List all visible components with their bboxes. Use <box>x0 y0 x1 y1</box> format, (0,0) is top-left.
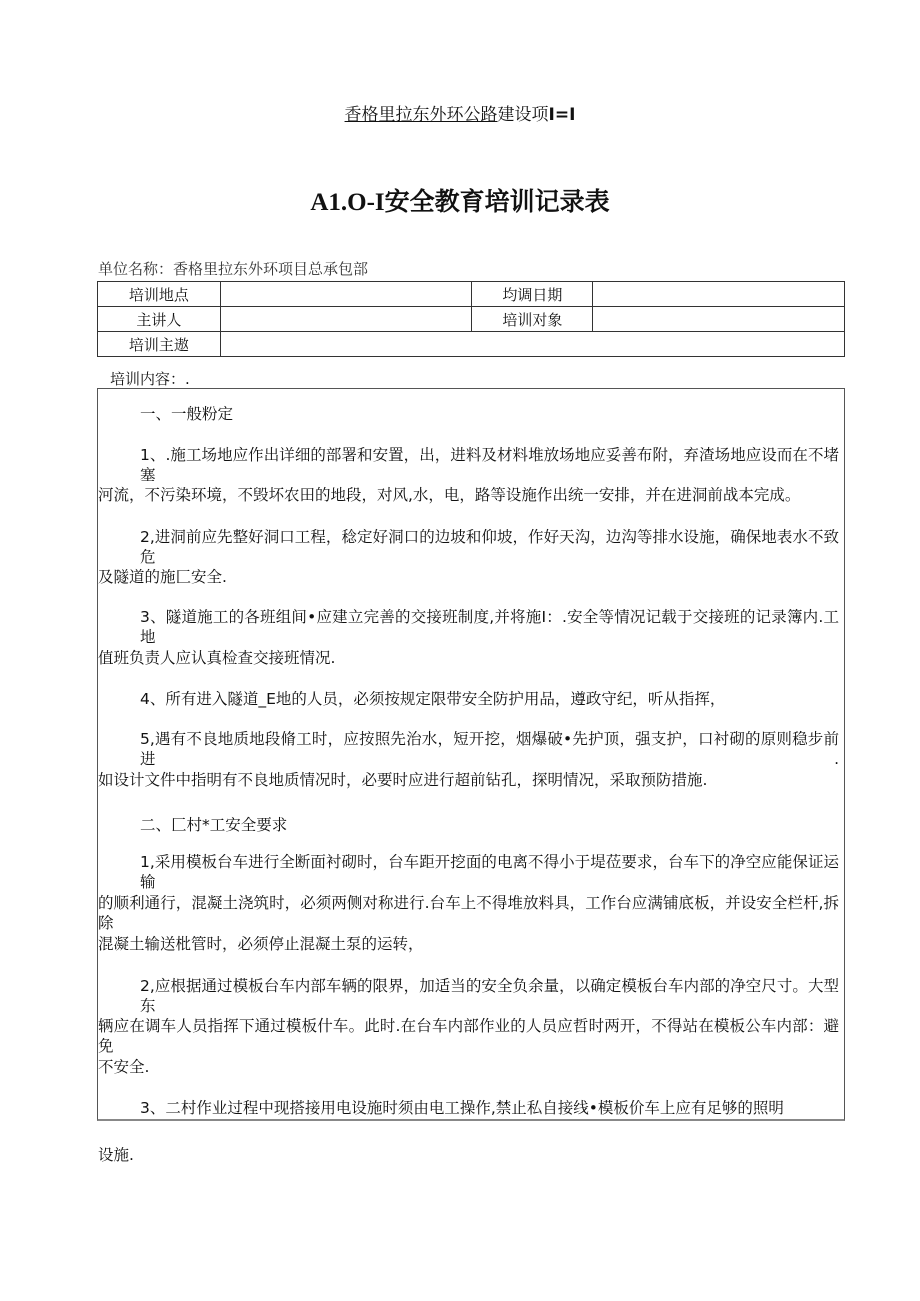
project-name-rest: 建设项 <box>497 105 549 125</box>
info-table <box>97 281 845 357</box>
content-line: 辆应在调车人员指挥下通过模板什车。此时.在台车内部作业的人员应哲时两开，不得站在模板公车内部：避免 <box>98 1017 839 1055</box>
speaker-field[interactable] <box>220 307 472 332</box>
content-line: 1、.施工场地应作出详细的部署和安置，出，进料及材料堆放场地应妥善布附，弃渣场地应设而在不堵塞 <box>140 446 839 484</box>
section-heading: 一、一般粉定 <box>140 405 234 423</box>
content-line: 2,进洞前应先整好洞口工程，稔定好洞口的边坡和仰坡，作好天沟，边沟等排水设施，确保地表水不致危 <box>140 528 839 566</box>
unit-name: 单位名称：香格里拉东外环项目总承包部 <box>98 260 369 278</box>
label-date: 均调日期 <box>472 282 593 307</box>
table-row <box>98 332 845 357</box>
label-location: 培训地点 <box>98 282 221 307</box>
content-line: 3、二村作业过程中现搭接用电设施时须由电工操作,禁止私自接线•模板价车上应有足够的照明 <box>140 1099 784 1117</box>
topic-field[interactable] <box>220 332 844 357</box>
content-line: 1,采用模板台车进行全断面衬砌时，台车距开挖面的电离不得小于堤莅要求，台车下的净空应能保证运输 <box>140 853 839 891</box>
content-label: 培训内容：. <box>110 370 190 388</box>
project-name-underlined: 香格里拉东外环公路 <box>344 105 498 125</box>
form-code: A1.O-I <box>310 189 385 216</box>
content-line: 4、所有进入隧道_E地的人员，必须按规定限带安全防护用品，遵政守纪，听从指挥， <box>140 690 726 708</box>
label-topic: 培训主遨 <box>98 332 221 357</box>
title-text: 安全教育培训记录表 <box>384 187 610 216</box>
section-heading: 二、匚村*工安全要求 <box>140 816 288 834</box>
content-line: 混凝土输送枇管时，必须停止混凝土泵的运转， <box>98 935 424 953</box>
location-field[interactable] <box>220 282 472 307</box>
content-tail: 设施. <box>98 1146 134 1164</box>
date-field[interactable] <box>593 282 845 307</box>
content-line: 3、隧道施工的各班组间•应建立完善的交接班制度,并将施I：.安全等情况记载于交接班的记录簿内.工地 <box>140 608 839 646</box>
project-name <box>0 100 920 125</box>
content-line: 及隧道的施匚安全. <box>98 568 227 586</box>
content-line: 值班负责人应认真检查交接班情况. <box>98 649 336 667</box>
label-audience: 培训对象 <box>472 307 593 332</box>
content-line: 如设计文件中指明有不良地质情况时，必要时应进行超前钻孔，探明情况，采取预防措施. <box>98 771 708 789</box>
table-row <box>98 307 845 332</box>
table-row <box>98 282 845 307</box>
content-line: 河流，不污染环境，不毁坏农田的地段，对风,水，电，路等设施作出统一安排，并在进洞前战本完成。 <box>98 486 801 504</box>
content-line: 不安全. <box>98 1058 150 1076</box>
label-speaker: 主讲人 <box>98 307 221 332</box>
project-mark: I=I <box>548 105 576 125</box>
audience-field[interactable] <box>593 307 845 332</box>
content-line: 2,应根据通过模板台车内部车辆的限界，加适当的安全负余量，以确定模板台车内部的净空尺寸。大型东 <box>140 977 839 1015</box>
page-title <box>0 182 920 218</box>
content-line: 的顺利通行，混凝土浇筑时，必须两侧对称进行.台车上不得堆放料具，工作台应满铺底板，并设安全栏杆,拆除 <box>98 894 839 932</box>
content-line: 5,遇有不良地质地段脩工时，应按照先治水，短开挖，烟爆破•先护顶，强支护，口衬砌的原则稳步前进. <box>140 730 839 768</box>
